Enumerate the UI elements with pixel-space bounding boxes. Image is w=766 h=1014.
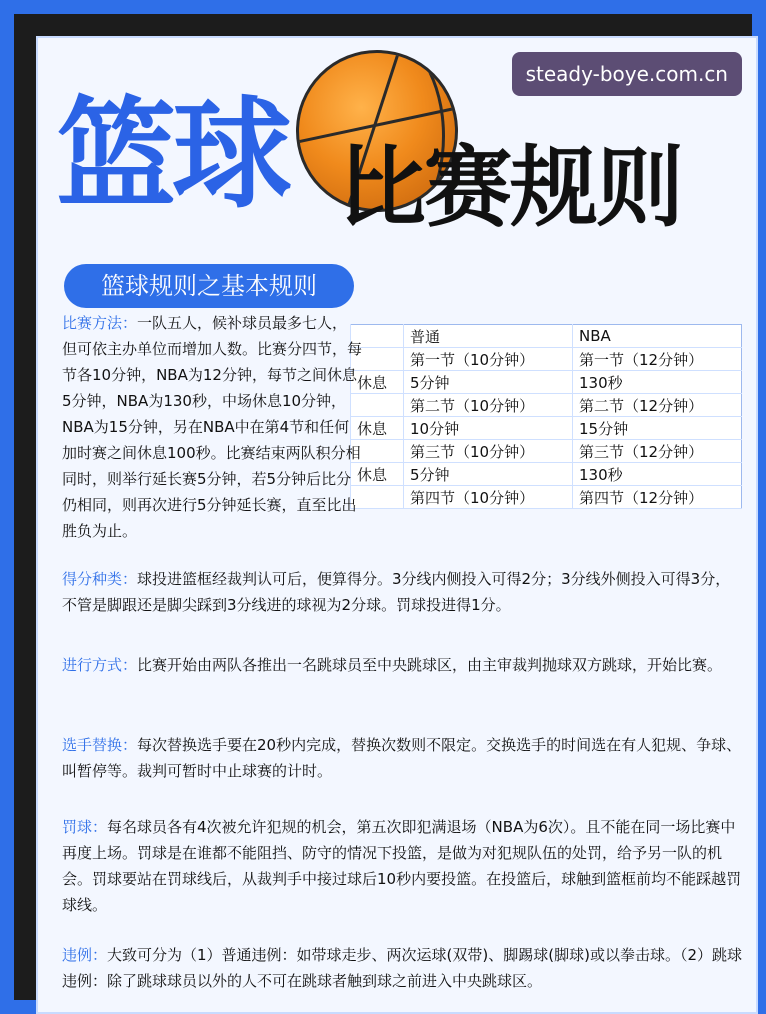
table-row [351, 348, 742, 371]
watermark-badge: steady-boye.com.cn [512, 52, 742, 96]
table-cell: 第二节（12分钟） [573, 394, 742, 417]
paragraph-text: 每名球员各有4次被允许犯规的机会，第五次即犯满退场（NBA为6次）。且不能在同一场比赛中再度上场。罚球是在谁都不能阻挡、防守的情况下投篮，是做为对犯规队伍的处罚，给予另一队的机会。罚球要站在罚球线后，从裁判手中接过球后10秒内要投篮。在投篮后，球触到篮框前均不能踩越罚球线。 [62, 818, 742, 914]
table-cell: 5分钟 [404, 371, 573, 394]
paragraph-substitution [62, 732, 742, 784]
paragraph-violations [62, 942, 742, 994]
table-cell: 130秒 [573, 371, 742, 394]
table-header-cell: 普通 [404, 325, 573, 348]
table-cell: 第一节（12分钟） [573, 348, 742, 371]
table-row [351, 463, 742, 486]
paragraph-scoring [62, 566, 742, 618]
table-cell: 休息 [351, 463, 404, 486]
paragraph-text: 每次替换选手要在20秒内完成，替换次数则不限定。交换选手的时间选在有人犯规、争球、叫暂停等。裁判可暂时中止球赛的计时。 [62, 736, 742, 780]
table-cell: 第三节（10分钟） [404, 440, 573, 463]
paragraph-text: 大致可分为（1）普通违例：如带球走步、两次运球(双带)、脚踢球(脚球)或以拳击球。（2）跳球违例：除了跳球球员以外的人不可在跳球者触到球之前进入中央跳球区。 [62, 946, 743, 990]
paragraph-text: 一队五人，候补球员最多七人，但可依主办单位而增加人数。比赛分四节，每节各10分钟，NBA为12分钟，每节之间休息5分钟，NBA为130秒，中场休息10分钟，NBA为15分钟，另在NBA中在第4节和任何加时赛之间休息100秒。比赛结束两队积分相同时，则举行延长赛5分钟，若5分钟后比分仍相同，则再次进行5分钟延长赛，直至比出胜负为止。 [62, 314, 363, 540]
table-cell: 休息 [351, 417, 404, 440]
paragraph-label: 罚球： [62, 818, 108, 836]
title-right: 比赛规则 [338, 136, 683, 239]
paragraph-label: 选手替换： [62, 736, 138, 754]
paragraph-label: 比赛方法： [62, 314, 138, 332]
title-left: 篮球 [56, 86, 288, 225]
table-row [351, 440, 742, 463]
table-row [351, 394, 742, 417]
table-cell: 10分钟 [404, 417, 573, 440]
table-cell: 第三节（12分钟） [573, 440, 742, 463]
table-cell: 第一节（10分钟） [404, 348, 573, 371]
table-cell: 15分钟 [573, 417, 742, 440]
paragraph-text: 球投进篮框经裁判认可后，便算得分。3分线内侧投入可得2分；3分线外侧投入可得3分，不管是脚跟还是脚尖踩到3分线进的球视为2分球。罚球投进得1分。 [62, 570, 731, 614]
period-table [350, 324, 742, 509]
paragraph-text: 比赛开始由两队各推出一名跳球员至中央跳球区，由主审裁判抛球双方跳球，开始比赛。 [137, 656, 723, 674]
paragraph-process [62, 652, 742, 678]
table-cell: 第四节（12分钟） [573, 486, 742, 509]
table-header-row [351, 325, 742, 348]
paragraph-label: 进行方式： [62, 656, 138, 674]
table-cell: 第四节（10分钟） [404, 486, 573, 509]
paragraph-label: 违例： [62, 946, 108, 964]
paper-border [14, 14, 752, 1000]
content-card [36, 36, 758, 1014]
paragraph-label: 得分种类： [62, 570, 138, 588]
table-header-cell: NBA [573, 325, 742, 348]
table-row [351, 371, 742, 394]
section-pill: 篮球规则之基本规则 [64, 264, 354, 308]
table-cell: 休息 [351, 371, 404, 394]
table-row [351, 417, 742, 440]
table-cell: 第二节（10分钟） [404, 394, 573, 417]
table-cell: 130秒 [573, 463, 742, 486]
paragraph-free-throw [62, 814, 742, 918]
table-cell: 5分钟 [404, 463, 573, 486]
paragraph-method [62, 310, 362, 544]
table-row [351, 486, 742, 509]
